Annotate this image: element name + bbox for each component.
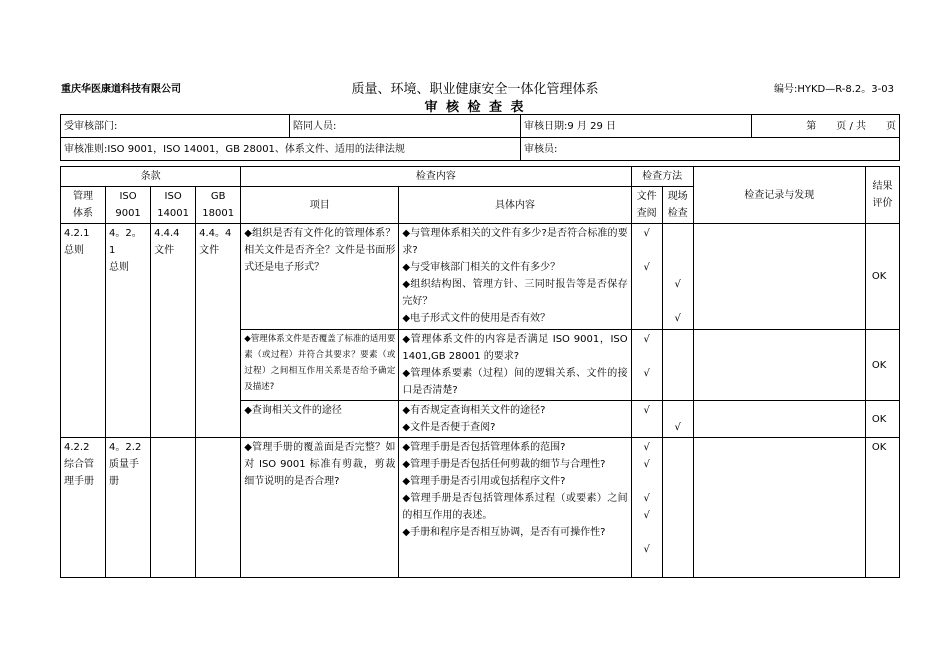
record-cell [693, 401, 865, 438]
check-details [399, 224, 631, 330]
record-cell [693, 330, 865, 401]
doc-check-mark: √ [631, 401, 662, 438]
record-cell [693, 438, 865, 578]
detail-line: ◆手册和程序是否相互协调，是否有可操作性? [402, 527, 606, 538]
auditor-field: 审核员: [521, 138, 900, 161]
detail-line: ◆管理手册是否引用或包括程序文件? [402, 476, 566, 487]
clause-4-2-2: 4.2.2 综合管 理手册 [61, 438, 106, 578]
document-number: 编号:HYKD—R-8.2。3-03 [773, 84, 894, 95]
site-check-mark: √ √ [662, 224, 693, 330]
doc-review-header: 文件 查阅 [631, 187, 662, 224]
dept-field: 受审核部门: [61, 115, 290, 138]
document-subtitle: 审 核 检 查 表 [424, 100, 526, 115]
detail-line: ◆电子形式文件的使用是否有效？ [402, 313, 551, 324]
result-ok: OK [865, 438, 899, 578]
detail-line: ◆管理体系文件的内容是否满足 ISO 9001，ISO 1401,GB 28001 的要求? [402, 334, 628, 362]
company-name: 重庆华医康道科技有限公司 [61, 84, 181, 95]
item-header: 项目 [241, 187, 399, 224]
check-item: ◆管理体系文件是否覆盖了标准的适用要素（或过程）并符合其要求？要素（或过程）之间相互作用关系是否给予确定及描述? [241, 330, 399, 401]
gb-clause [196, 438, 241, 578]
clause-4-2-1: 4.2.1 总则 [61, 224, 106, 438]
result-header: 结果 评价 [865, 167, 899, 224]
check-details [399, 438, 631, 578]
check-item: ◆管理手册的覆盖面是否完整？如对 ISO 9001 标准有剪裁，剪裁细节说明的是否合理? [241, 438, 399, 578]
date-field: 审核日期:9 月 29 日 [521, 115, 752, 138]
site-check-mark [662, 330, 693, 401]
result-ok: OK [865, 330, 899, 401]
check-item: ◆查询相关文件的途径 [241, 401, 399, 438]
site-check-header: 现场 检查 [662, 187, 693, 224]
detail-line: ◆有否规定查询相关文件的途径? [402, 405, 546, 416]
check-details [399, 330, 631, 401]
gb-clause: 4.4。4 文件 [196, 224, 241, 438]
criteria-field: 审核准则:ISO 9001，ISO 14001，GB 28001、体系文件、适用的法律法规 [61, 138, 521, 161]
doc-check-mark: √ √ [631, 330, 662, 401]
audit-info-table [60, 114, 900, 161]
result-ok: OK [865, 224, 899, 330]
detail-line: ◆组织结构图、管理方针、三同时报告等是否保存完好？ [402, 279, 628, 307]
detail-line: ◆与管理体系相关的文件有多少?是否符合标准的要求? [402, 228, 628, 256]
gb18001-header: GB 18001 [196, 187, 241, 224]
check-details [399, 401, 631, 438]
iso9001-clause: 4。2。 1 总则 [106, 224, 151, 438]
detail-line: ◆与受审核部门相关的文件有多少？ [402, 262, 561, 273]
result-ok: OK [865, 401, 899, 438]
checklist-table [60, 166, 900, 578]
document-title: 质量、环境、职业健康安全一体化管理体系 [351, 82, 599, 97]
record-cell [693, 224, 865, 330]
iso9001-clause: 4。2.2 质量手 册 [106, 438, 151, 578]
detail-line: ◆管理体系要素（过程）间的逻辑关系、文件的接口是否清楚? [402, 368, 628, 396]
detail-line: ◆管理手册是否包括任何剪裁的细节与合理性? [402, 459, 606, 470]
check-item: ◆组织是否有文件化的管理体系？相关文件是否齐全？文件是书面形式还是电子形式？ [241, 224, 399, 330]
content-header: 检查内容 [241, 167, 631, 187]
page-field: 第 页 / 共 页 [752, 115, 900, 138]
detail-line: ◆管理手册是否包括管理体系的范围? [402, 442, 566, 453]
mgmt-system-header: 管理 体系 [61, 187, 106, 224]
iso9001-header: ISO 9001 [106, 187, 151, 224]
iso14001-clause [151, 438, 196, 578]
site-check-mark: √ [662, 401, 693, 438]
detail-line: ◆管理手册是否包括管理体系过程（或要素）之间的相互作用的表述。 [402, 493, 628, 521]
clause-header: 条款 [61, 167, 241, 187]
iso14001-clause: 4.4.4 文件 [151, 224, 196, 438]
doc-check-mark: √ √ [631, 224, 662, 330]
method-header: 检查方法 [631, 167, 693, 187]
detail-line: ◆文件是否便于查阅? [402, 422, 496, 433]
detail-header: 具体内容 [399, 187, 631, 224]
record-header: 检查记录与发现 [693, 167, 865, 224]
accompany-field: 陪同人员: [290, 115, 521, 138]
site-check-mark [662, 438, 693, 578]
doc-check-mark: √ √ √ √ √ [631, 438, 662, 578]
iso14001-header: ISO 14001 [151, 187, 196, 224]
